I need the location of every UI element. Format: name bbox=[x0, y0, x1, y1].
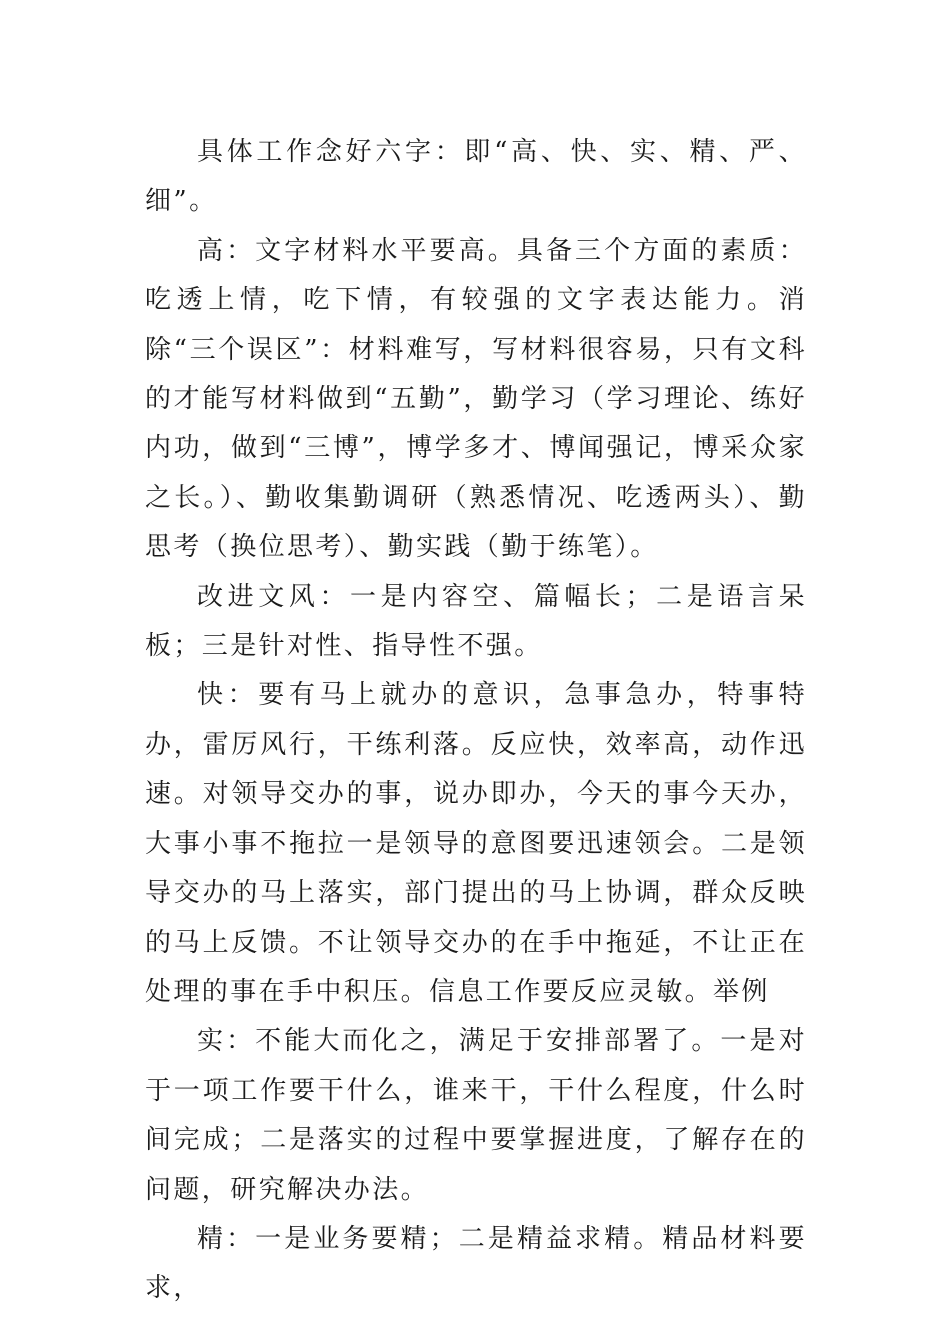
document-body bbox=[145, 128, 807, 1314]
paragraph-kuai: 快：要有马上就办的意识，急事急办，特事特办，雷厉风行，干练利落。反应快，效率高，动作迅速。对领导交办的事，说办即办，今天的事今天办，大事小事不拖拉一是领导的意图要迅速领会。二是领导交办的马上落实，部门提出的马上协调，群众反映的马上反馈。不让领导交办的在手中拖延，不让正在处理的事在手中积压。信息工作要反应灵敏。举例 bbox=[145, 680, 807, 1007]
paragraph-shi: 实：不能大而化之，满足于安排部署了。一是对于一项工作要干什么，谁来干，干什么程度，什么时间完成；二是落实的过程中要掌握进度，了解存在的问题，研究解决办法。 bbox=[145, 1026, 807, 1205]
paragraph-gao: 高：文字材料水平要高。具备三个方面的素质：吃透上情，吃下情，有较强的文字表达能力。消除“三个误区”：材料难写，写材料很容易，只有文科的才能写材料做到“五勤”，勤学习（学习理论、练好内功，做到“三博”，博学多才、博闻强记，博采众家之长。）、勤收集勤调研（熟悉情况、吃透两头）、勤思考（换位思考）、勤实践（勤于练笔）。 bbox=[145, 235, 807, 563]
paragraph-writing-style: 改进文风：一是内容空、篇幅长；二是语言呆板；三是针对性、指导性不强。 bbox=[145, 581, 807, 662]
paragraph-jing: 精：一是业务要精；二是精益求精。精品材料要求， bbox=[145, 1223, 807, 1304]
paragraph-intro: 具体工作念好六字：即“高、快、实、精、严、细”。 bbox=[145, 137, 807, 217]
